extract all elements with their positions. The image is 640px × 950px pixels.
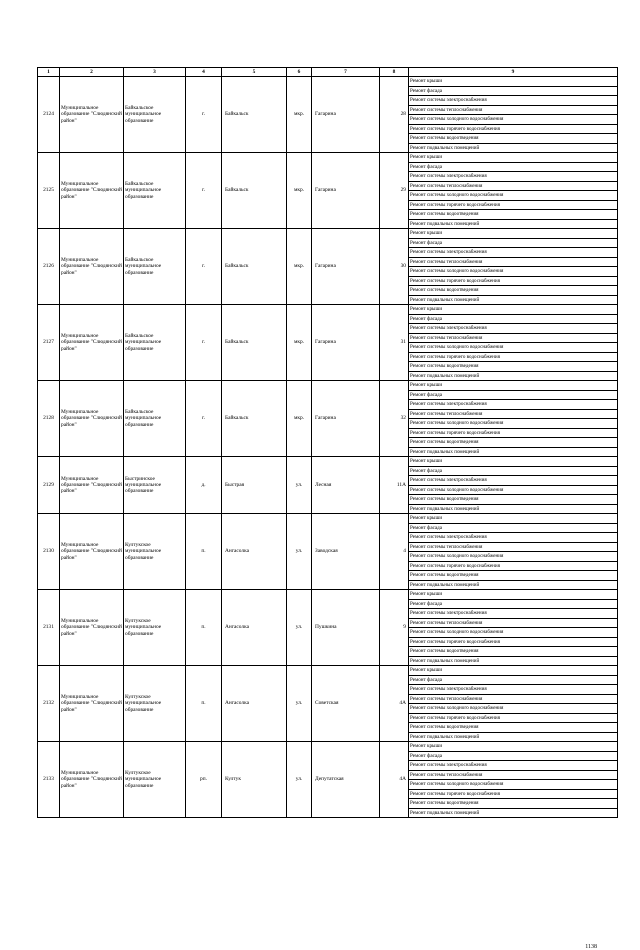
street-type-cell: мкр. [287, 229, 312, 305]
locality-type-cell: г. [186, 153, 222, 229]
locality-type-cell: г. [186, 229, 222, 305]
street-type-cell: ул. [287, 666, 312, 742]
street-type-cell: мкр. [287, 381, 312, 457]
row-number: 2127 [38, 305, 60, 381]
settlement-cell: Култукское муниципальное образование [124, 666, 186, 742]
locality-type-cell: д. [186, 457, 222, 514]
header-col-7: 7 [312, 68, 380, 77]
locality-type-cell: п. [186, 590, 222, 666]
row-number: 2131 [38, 590, 60, 666]
work-item: Ремонт системы горячего водоснабжения [409, 352, 618, 362]
work-item: Ремонт системы водоотведения [409, 286, 618, 296]
work-item: Ремонт подвальных помещений [409, 447, 618, 457]
work-item: Ремонт системы электроснабжения [409, 476, 618, 486]
work-item: Ремонт системы холодного водоснабжения [409, 704, 618, 714]
house-number-cell: 29 [380, 153, 409, 229]
work-item: Ремонт системы водоотведения [409, 723, 618, 733]
work-item: Ремонт фасада [409, 238, 618, 248]
street-type-cell: ул. [287, 590, 312, 666]
district-cell: Муниципальное образование "Слюдянский район" [60, 229, 124, 305]
locality-type-cell: рп. [186, 742, 222, 818]
district-cell: Муниципальное образование "Слюдянский район" [60, 77, 124, 153]
row-number: 2132 [38, 666, 60, 742]
work-item: Ремонт системы теплоснабжения [409, 618, 618, 628]
work-item: Ремонт системы теплоснабжения [409, 770, 618, 780]
table-row [38, 457, 618, 467]
district-cell: Муниципальное образование "Слюдянский район" [60, 742, 124, 818]
locality-cell: Байкальск [222, 153, 287, 229]
work-item: Ремонт фасада [409, 162, 618, 172]
work-item: Ремонт системы электроснабжения [409, 172, 618, 182]
header-col-8: 8 [380, 68, 409, 77]
work-item: Ремонт фасада [409, 314, 618, 324]
house-number-cell: 9 [380, 590, 409, 666]
work-item: Ремонт системы водоотведения [409, 134, 618, 144]
work-item: Ремонт крыши [409, 77, 618, 87]
work-item: Ремонт подвальных помещений [409, 732, 618, 742]
work-item: Ремонт системы холодного водоснабжения [409, 267, 618, 277]
work-item: Ремонт подвальных помещений [409, 504, 618, 514]
house-number-cell: 11А [380, 457, 409, 514]
settlement-cell: Байкальское муниципальное образование [124, 381, 186, 457]
street-type-cell: мкр. [287, 77, 312, 153]
work-item: Ремонт подвальных помещений [409, 580, 618, 590]
street-type-cell: ул. [287, 457, 312, 514]
work-item: Ремонт крыши [409, 229, 618, 239]
repair-program-table [37, 67, 618, 818]
work-item: Ремонт системы горячего водоснабжения [409, 428, 618, 438]
work-item: Ремонт крыши [409, 514, 618, 524]
work-item: Ремонт крыши [409, 590, 618, 600]
table-row [38, 666, 618, 676]
house-number-cell: 30 [380, 229, 409, 305]
settlement-cell: Култукское муниципальное образование [124, 514, 186, 590]
work-item: Ремонт крыши [409, 457, 618, 467]
header-col-5: 5 [222, 68, 287, 77]
table-row [38, 514, 618, 524]
street-type-cell: ул. [287, 742, 312, 818]
work-item: Ремонт системы холодного водоснабжения [409, 780, 618, 790]
street-cell: Лесная [312, 457, 380, 514]
street-cell: Гагарина [312, 381, 380, 457]
locality-type-cell: г. [186, 305, 222, 381]
work-item: Ремонт системы теплоснабжения [409, 694, 618, 704]
work-item: Ремонт крыши [409, 305, 618, 315]
work-item: Ремонт системы горячего водоснабжения [409, 561, 618, 571]
work-item: Ремонт системы теплоснабжения [409, 257, 618, 267]
work-item: Ремонт фасада [409, 599, 618, 609]
settlement-cell: Байкальское муниципальное образование [124, 153, 186, 229]
row-number: 2124 [38, 77, 60, 153]
work-item: Ремонт системы электроснабжения [409, 400, 618, 410]
page-number: 1138 [585, 944, 597, 950]
work-item: Ремонт системы водоотведения [409, 438, 618, 448]
row-number: 2129 [38, 457, 60, 514]
work-item: Ремонт системы холодного водоснабжения [409, 552, 618, 562]
work-item: Ремонт подвальных помещений [409, 143, 618, 153]
district-cell: Муниципальное образование "Слюдянский район" [60, 590, 124, 666]
work-item: Ремонт системы водоотведения [409, 362, 618, 372]
street-cell: Советская [312, 666, 380, 742]
work-item: Ремонт системы холодного водоснабжения [409, 343, 618, 353]
work-item: Ремонт системы электроснабжения [409, 248, 618, 258]
header-col-1: 1 [38, 68, 60, 77]
work-item: Ремонт системы горячего водоснабжения [409, 276, 618, 286]
settlement-cell: Култукское муниципальное образование [124, 742, 186, 818]
work-item: Ремонт системы электроснабжения [409, 324, 618, 334]
work-item: Ремонт системы холодного водоснабжения [409, 485, 618, 495]
table-row [38, 742, 618, 752]
locality-type-cell: п. [186, 514, 222, 590]
house-number-cell: 4А [380, 742, 409, 818]
work-item: Ремонт системы электроснабжения [409, 533, 618, 543]
work-item: Ремонт подвальных помещений [409, 219, 618, 229]
street-cell: Гагарина [312, 229, 380, 305]
work-item: Ремонт крыши [409, 666, 618, 676]
header-col-2: 2 [60, 68, 124, 77]
work-item: Ремонт системы горячего водоснабжения [409, 713, 618, 723]
row-number: 2126 [38, 229, 60, 305]
header-col-4: 4 [186, 68, 222, 77]
house-number-cell: 31 [380, 305, 409, 381]
street-type-cell: мкр. [287, 153, 312, 229]
work-item: Ремонт фасада [409, 86, 618, 96]
district-cell: Муниципальное образование "Слюдянский район" [60, 305, 124, 381]
table-row [38, 305, 618, 315]
district-cell: Муниципальное образование "Слюдянский район" [60, 457, 124, 514]
work-item: Ремонт системы горячего водоснабжения [409, 124, 618, 134]
locality-cell: Байкальск [222, 381, 287, 457]
house-number-cell: 32 [380, 381, 409, 457]
locality-type-cell: г. [186, 381, 222, 457]
work-item: Ремонт системы холодного водоснабжения [409, 191, 618, 201]
work-item: Ремонт крыши [409, 381, 618, 391]
locality-cell: Быстрая [222, 457, 287, 514]
locality-cell: Ангасолка [222, 514, 287, 590]
work-item: Ремонт системы теплоснабжения [409, 105, 618, 115]
table-row [38, 229, 618, 239]
work-item: Ремонт фасада [409, 390, 618, 400]
work-item: Ремонт фасада [409, 523, 618, 533]
house-number-cell: 4А [380, 666, 409, 742]
locality-type-cell: п. [186, 666, 222, 742]
work-item: Ремонт системы электроснабжения [409, 96, 618, 106]
street-type-cell: ул. [287, 514, 312, 590]
work-item: Ремонт системы горячего водоснабжения [409, 637, 618, 647]
settlement-cell: Байкальское муниципальное образование [124, 305, 186, 381]
street-cell: Пушкина [312, 590, 380, 666]
locality-cell: Култук [222, 742, 287, 818]
work-item: Ремонт подвальных помещений [409, 808, 618, 818]
locality-cell: Байкальск [222, 229, 287, 305]
work-item: Ремонт системы водоотведения [409, 571, 618, 581]
district-cell: Муниципальное образование "Слюдянский район" [60, 666, 124, 742]
work-item: Ремонт системы теплоснабжения [409, 542, 618, 552]
street-type-cell: мкр. [287, 305, 312, 381]
work-item: Ремонт системы холодного водоснабжения [409, 115, 618, 125]
header-col-9: 9 [409, 68, 618, 77]
work-item: Ремонт фасада [409, 751, 618, 761]
district-cell: Муниципальное образование "Слюдянский район" [60, 153, 124, 229]
locality-type-cell: г. [186, 77, 222, 153]
work-item: Ремонт крыши [409, 153, 618, 163]
house-number-cell: 4 [380, 514, 409, 590]
work-item: Ремонт фасада [409, 675, 618, 685]
table-row [38, 153, 618, 163]
work-item: Ремонт системы горячего водоснабжения [409, 200, 618, 210]
work-item: Ремонт системы теплоснабжения [409, 181, 618, 191]
work-item: Ремонт подвальных помещений [409, 295, 618, 305]
district-cell: Муниципальное образование "Слюдянский район" [60, 381, 124, 457]
table-row [38, 77, 618, 87]
work-item: Ремонт системы теплоснабжения [409, 333, 618, 343]
settlement-cell: Байкальское муниципальное образование [124, 229, 186, 305]
work-item: Ремонт системы горячего водоснабжения [409, 789, 618, 799]
work-item: Ремонт системы электроснабжения [409, 609, 618, 619]
work-item: Ремонт подвальных помещений [409, 371, 618, 381]
street-cell: Гагарина [312, 77, 380, 153]
work-item: Ремонт системы холодного водоснабжения [409, 628, 618, 638]
house-number-cell: 28 [380, 77, 409, 153]
row-number: 2133 [38, 742, 60, 818]
row-number: 2128 [38, 381, 60, 457]
work-item: Ремонт фасада [409, 466, 618, 476]
street-cell: Гагарина [312, 153, 380, 229]
work-item: Ремонт системы водоотведения [409, 210, 618, 220]
work-item: Ремонт системы холодного водоснабжения [409, 419, 618, 429]
work-item: Ремонт системы водоотведения [409, 647, 618, 657]
settlement-cell: Байкальское муниципальное образование [124, 77, 186, 153]
document-page [37, 67, 617, 950]
work-item: Ремонт крыши [409, 742, 618, 752]
work-item: Ремонт системы электроснабжения [409, 685, 618, 695]
header-col-6: 6 [287, 68, 312, 77]
work-item: Ремонт системы водоотведения [409, 799, 618, 809]
locality-cell: Ангасолка [222, 666, 287, 742]
row-number: 2125 [38, 153, 60, 229]
table-header-row [38, 68, 618, 77]
work-item: Ремонт подвальных помещений [409, 656, 618, 666]
row-number: 2130 [38, 514, 60, 590]
street-cell: Депутатская [312, 742, 380, 818]
work-item: Ремонт системы водоотведения [409, 495, 618, 505]
table-row [38, 381, 618, 391]
header-col-3: 3 [124, 68, 186, 77]
work-item: Ремонт системы электроснабжения [409, 761, 618, 771]
locality-cell: Байкальск [222, 77, 287, 153]
locality-cell: Ангасолка [222, 590, 287, 666]
locality-cell: Байкальск [222, 305, 287, 381]
settlement-cell: Быстринское муниципальное образование [124, 457, 186, 514]
district-cell: Муниципальное образование "Слюдянский район" [60, 514, 124, 590]
table-body [38, 77, 618, 818]
table-row [38, 590, 618, 600]
street-cell: Гагарина [312, 305, 380, 381]
street-cell: Заводская [312, 514, 380, 590]
settlement-cell: Култукское муниципальное образование [124, 590, 186, 666]
work-item: Ремонт системы теплоснабжения [409, 409, 618, 419]
